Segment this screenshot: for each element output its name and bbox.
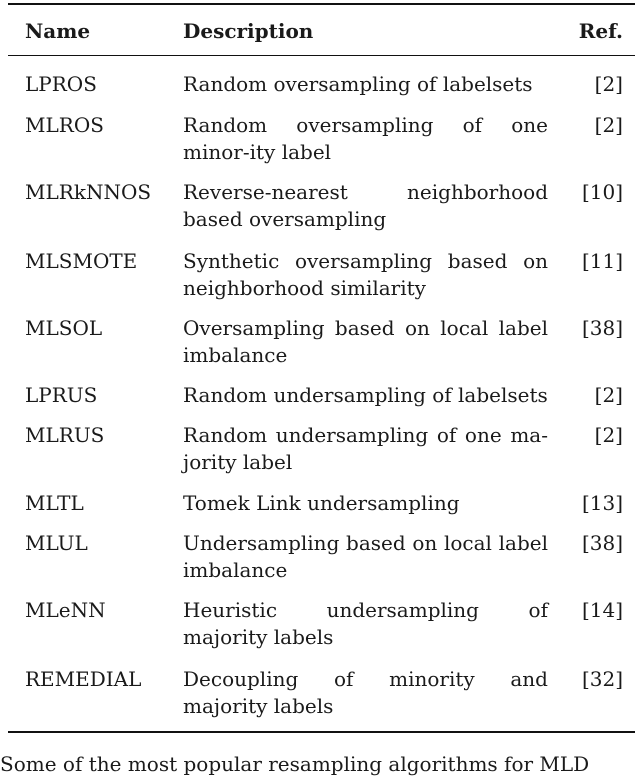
row-description: Undersampling based on local label imbalance	[183, 531, 548, 582]
column-header-name: Name	[25, 19, 91, 43]
table-header-rule	[8, 55, 635, 56]
row-name: MLRkNNOS	[25, 180, 152, 204]
row-description: Decoupling of minority and majority labels	[183, 667, 548, 718]
row-ref: [2]	[594, 113, 623, 137]
row-description: Heuristic undersampling of majority labels	[183, 598, 548, 649]
table-top-rule	[8, 3, 635, 5]
row-description: Random oversampling of one minor-ity label	[183, 113, 548, 164]
row-description: Random undersampling of one ma-jority label	[183, 423, 548, 474]
row-ref: [38]	[581, 316, 623, 340]
row-name: MLSMOTE	[25, 249, 138, 273]
row-name: MLTL	[25, 491, 84, 515]
row-name: LPROS	[25, 72, 97, 96]
column-header-description: Description	[183, 19, 314, 43]
row-ref: [11]	[581, 249, 623, 273]
row-name: MLRUS	[25, 423, 105, 447]
row-description: Tomek Link undersampling	[183, 491, 460, 515]
row-description: Random undersampling of labelsets	[183, 383, 548, 407]
row-ref: [32]	[581, 667, 623, 691]
row-description: Oversampling based on local label imbalance	[183, 316, 548, 367]
table-bottom-rule	[8, 731, 635, 733]
row-ref: [38]	[581, 531, 623, 555]
row-name: LPRUS	[25, 383, 98, 407]
row-name: REMEDIAL	[25, 667, 142, 691]
table-caption: Some of the most popular resampling algorithms for MLD	[0, 752, 590, 776]
row-name: MLUL	[25, 531, 88, 555]
row-ref: [10]	[581, 180, 623, 204]
row-ref: [14]	[581, 598, 623, 622]
row-ref: [2]	[594, 423, 623, 447]
column-header-ref: Ref.	[578, 19, 623, 43]
row-ref: [13]	[581, 491, 623, 515]
row-description: Synthetic oversampling based on neighborhood similarity	[183, 249, 548, 300]
row-name: MLeNN	[25, 598, 106, 622]
row-name: MLROS	[25, 113, 104, 137]
row-description: Reverse-nearest neighborhood based oversampling	[183, 180, 548, 231]
row-description: Random oversampling of labelsets	[183, 72, 533, 96]
row-ref: [2]	[594, 72, 623, 96]
row-name: MLSOL	[25, 316, 103, 340]
row-ref: [2]	[594, 383, 623, 407]
